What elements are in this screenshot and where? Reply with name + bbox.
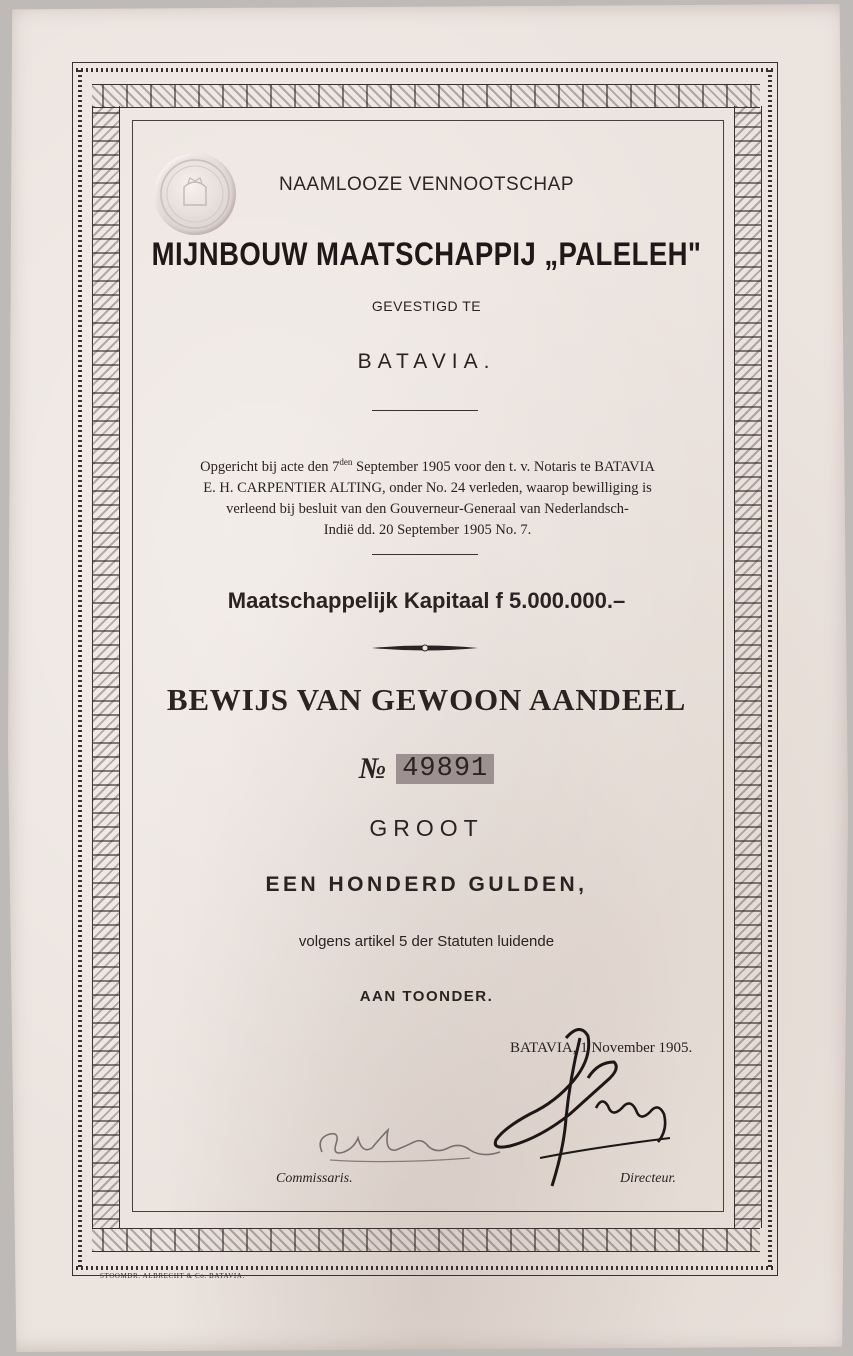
paragraph-line-4: Indië dd. 20 September 1905 No. 7. (323, 521, 532, 538)
right-ornament-band (734, 106, 762, 1228)
established-label: GEVESTIGD TE (371, 298, 482, 314)
paragraph-line-1 (140, 452, 715, 478)
divider-2 (372, 554, 478, 555)
city: BATAVIA. (357, 350, 496, 373)
divider-1 (372, 410, 478, 411)
share-amount: EEN HONDERD GULDEN, (265, 873, 588, 896)
ornamental-divider-icon (372, 642, 478, 654)
directeur-label: Directeur. (620, 1171, 676, 1186)
paragraph-line-3: verleend bij besluit van den Gouverneur-Generaal van Nederlandsch- (226, 500, 629, 517)
paragraph-line-2: E. H. CARPENTIER ALTING, onder No. 24 verleden, waarop bewilliging is (203, 479, 652, 496)
bottom-dot-row (76, 1266, 774, 1270)
left-ornament-band (92, 106, 120, 1228)
paragraph-line-1b: September 1905 voor den t. v. Notaris te BATAVIA (352, 458, 655, 475)
bearer-text: AAN TOONDER. (359, 988, 494, 1005)
paragraph-superscript: den (339, 457, 353, 467)
certificate-title: BEWIJS VAN GEWOON AANDEEL (166, 682, 687, 717)
certificate-number-row (0, 752, 853, 786)
company-name: MIJNBOUW MAATSCHAPPIJ „PALELEH" (151, 236, 702, 272)
certificate-number: 49891 (396, 754, 494, 784)
number-sign: № (358, 752, 387, 785)
share-capital: Maatschappelijk Kapitaal f 5.000.000.– (227, 588, 626, 613)
top-ornament-band (92, 84, 760, 108)
paragraph-line-1a: Opgericht bij acte den 7 (200, 458, 340, 475)
groot-label: GROOT (369, 815, 484, 841)
issue-date: BATAVIA, 1 November 1905. (510, 1040, 693, 1056)
bottom-ornament-band (92, 1228, 760, 1252)
statutes-text: volgens artikel 5 der Statuten luidende (298, 933, 555, 950)
commissaris-label: Commissaris. (276, 1171, 353, 1186)
founding-paragraph (140, 452, 715, 541)
company-type: NAAMLOOZE VENNOOTSCHAP (279, 174, 574, 195)
printer-imprint: STOOMDR. ALBRECHT & Co. BATAVIA. (100, 1272, 245, 1280)
top-dot-row (76, 68, 774, 72)
